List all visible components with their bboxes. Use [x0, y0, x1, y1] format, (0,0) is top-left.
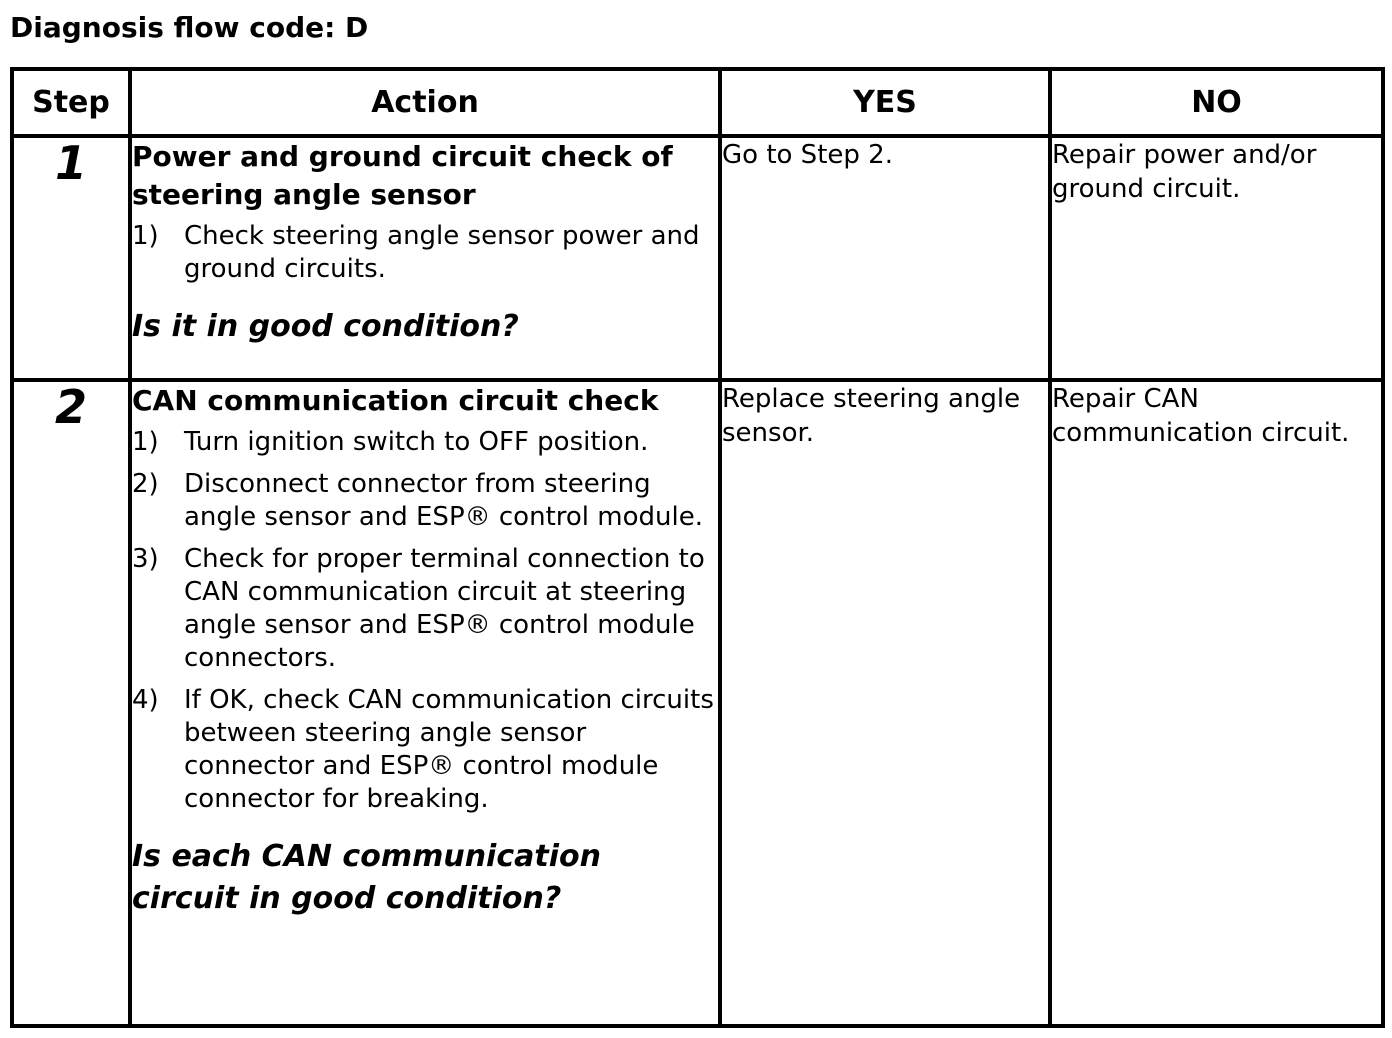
list-item: [132, 468, 718, 534]
yes-cell: Replace steering angle sensor.: [720, 380, 1050, 1026]
yes-cell: Go to Step 2.: [720, 136, 1050, 380]
header-step: Step: [12, 69, 130, 136]
decision-question: Is each CAN communication circuit in good condition?: [132, 839, 601, 916]
decision-question: Is it in good condition?: [132, 309, 519, 344]
sub-step-text: Turn ignition switch to OFF position.: [184, 427, 649, 457]
sub-step-number: 4): [132, 685, 159, 715]
sub-step-number: 1): [132, 427, 159, 457]
no-cell: Repair CAN communication circuit.: [1050, 380, 1383, 1026]
action-title: CAN communication circuit check: [132, 384, 659, 417]
header-no: NO: [1050, 69, 1383, 136]
diagnosis-table: [10, 67, 1385, 1028]
header-yes: YES: [720, 69, 1050, 136]
header-row: [12, 69, 1383, 136]
sub-step-list: [132, 220, 718, 286]
sub-step-number: 2): [132, 469, 159, 499]
list-item: [132, 220, 718, 286]
step-number: 2: [12, 380, 130, 1026]
sub-step-text: Check for proper terminal connection to CAN communication circuit at steering angle sensor and ESP® control module connectors.: [184, 544, 705, 673]
sub-step-number: 1): [132, 221, 159, 251]
header-action: Action: [130, 69, 720, 136]
list-item: [132, 543, 718, 675]
sub-step-text: Disconnect connector from steering angle sensor and ESP® control module.: [184, 469, 703, 532]
list-item: [132, 684, 718, 816]
action-cell: [130, 380, 720, 1026]
page-title: Diagnosis flow code: D: [10, 11, 369, 44]
sub-step-text: Check steering angle sensor power and ground circuits.: [184, 221, 700, 284]
table-row: [12, 136, 1383, 380]
action-title: Power and ground circuit check of steering angle sensor: [132, 140, 673, 211]
sub-step-number: 3): [132, 544, 159, 574]
action-cell: [130, 136, 720, 380]
sub-step-list: [132, 426, 718, 816]
step-number: 1: [12, 136, 130, 380]
list-item: [132, 426, 718, 459]
no-cell: Repair power and/or ground circuit.: [1050, 136, 1383, 380]
table-row: [12, 380, 1383, 1026]
sub-step-text: If OK, check CAN communication circuits between steering angle sensor connector and ESP® control module connector for breaking.: [184, 685, 714, 814]
